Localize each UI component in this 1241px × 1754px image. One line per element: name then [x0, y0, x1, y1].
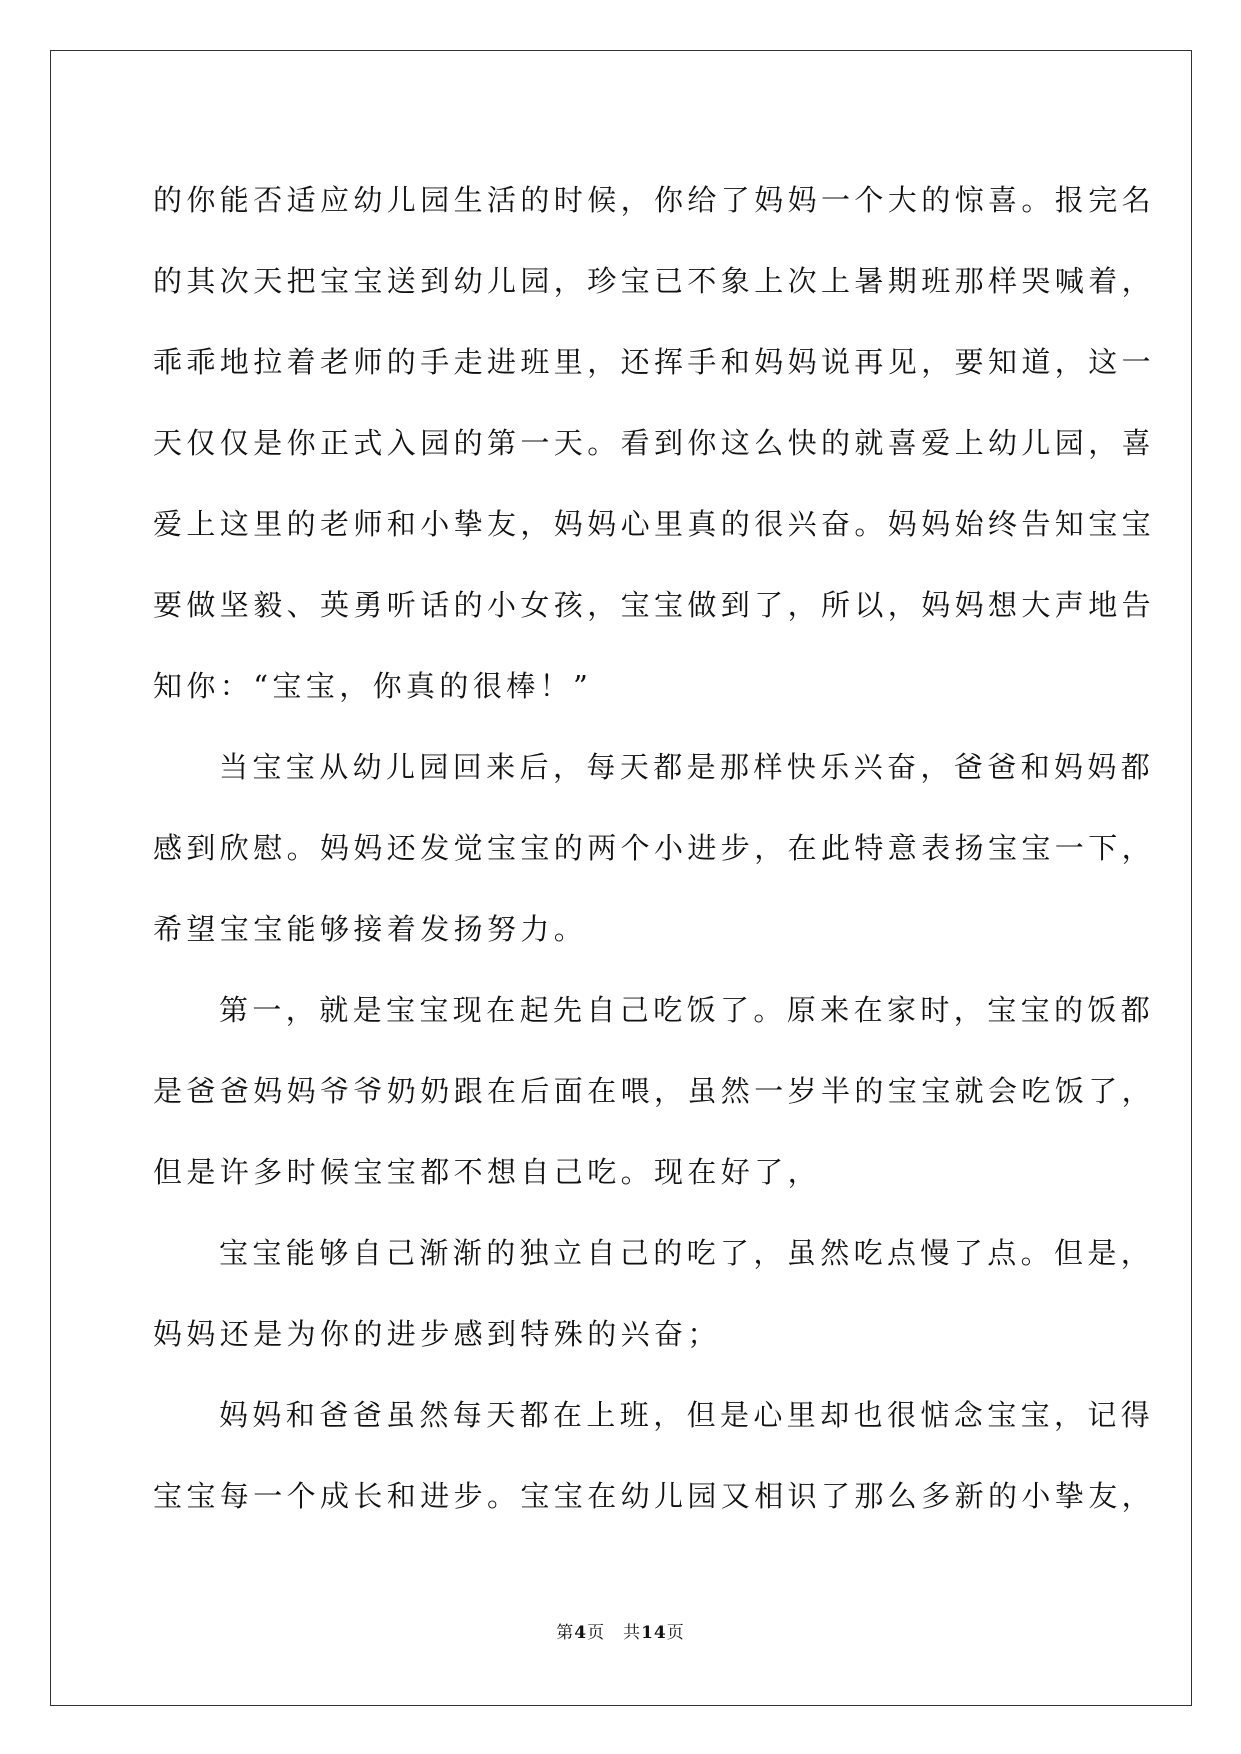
text-line: 的你能否适应幼儿园生活的时候，你给了妈妈一个大的惊喜。报完名	[153, 183, 1156, 217]
text-line: 宝宝能够自己渐渐的独立自己的吃了，虽然吃点慢了点。但是，	[219, 1236, 1155, 1270]
text-line: 宝宝每一个成长和进步。宝宝在幼儿园又相识了那么多新的小挚友，	[153, 1479, 1156, 1513]
document-body	[153, 160, 1156, 1537]
text-line: 的其次天把宝宝送到幼儿园，珍宝已不象上次上暑期班那样哭喊着，	[153, 264, 1156, 298]
text-line: 妈妈还是为你的进步感到特殊的兴奋；	[153, 1317, 721, 1351]
text-line: 第一，就是宝宝现在起先自己吃饭了。原来在家时，宝宝的饭都	[219, 993, 1155, 1027]
text-line: 但是许多时候宝宝都不想自己吃。现在好了，	[153, 1155, 822, 1189]
text-line: 是爸爸妈妈爷爷奶奶跟在后面在喂，虽然一岁半的宝宝就会吃饭了，	[153, 1074, 1156, 1108]
text-line: 妈妈和爸爸虽然每天都在上班，但是心里却也很惦念宝宝，记得	[219, 1398, 1155, 1432]
text-line: 知你：“宝宝，你真的很棒！”	[153, 669, 593, 703]
text-line: 感到欣慰。妈妈还发觉宝宝的两个小进步，在此特意表扬宝宝一下，	[153, 831, 1156, 865]
text-line: 爱上这里的老师和小挚友，妈妈心里真的很兴奋。妈妈始终告知宝宝	[153, 507, 1156, 541]
total-pages-label: 共14页	[623, 1623, 685, 1643]
page-number-label: 第4页	[556, 1623, 606, 1643]
text-line: 希望宝宝能够接着发扬努力。	[153, 912, 588, 946]
text-line: 乖乖地拉着老师的手走进班里，还挥手和妈妈说再见，要知道，这一	[153, 345, 1156, 379]
text-line: 当宝宝从幼儿园回来后，每天都是那样快乐兴奋，爸爸和妈妈都	[219, 750, 1155, 784]
text-line: 天仅仅是你正式入园的第一天。看到你这么快的就喜爱上幼儿园，喜	[153, 426, 1156, 460]
page-footer	[0, 1618, 1241, 1643]
text-line: 要做坚毅、英勇听话的小女孩，宝宝做到了，所以，妈妈想大声地告	[153, 588, 1156, 622]
